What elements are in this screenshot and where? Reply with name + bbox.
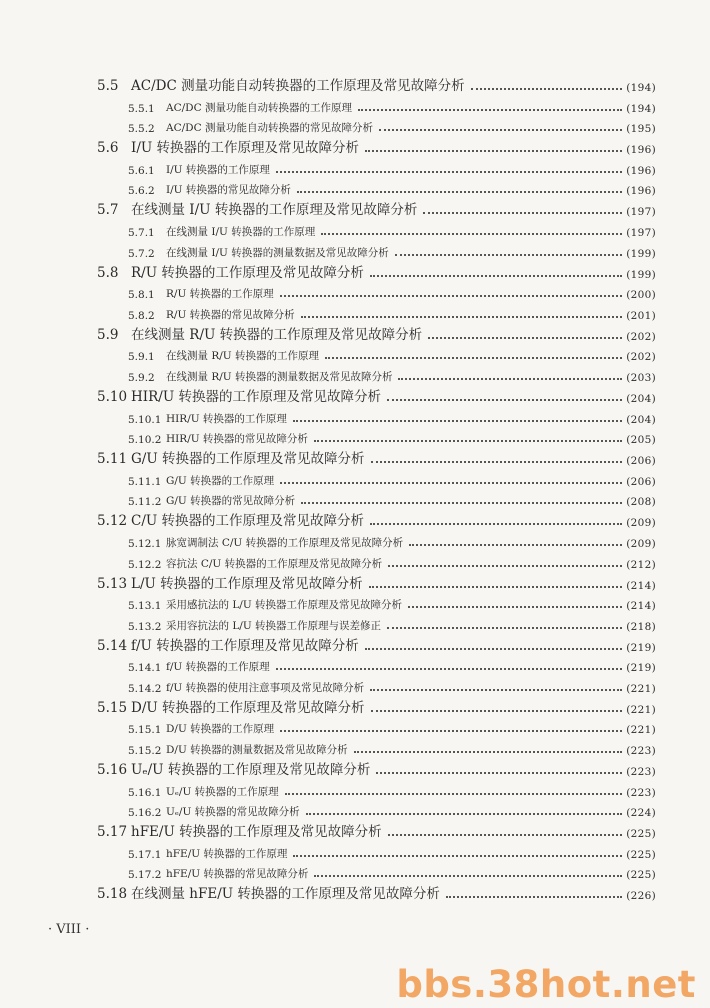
toc-section-entry[interactable] (0, 322, 710, 343)
leader-dots (370, 274, 622, 277)
leader-dots (395, 253, 623, 256)
toc-entry-number: 5.11.2 (128, 496, 162, 509)
leader-dots (293, 419, 622, 422)
toc-entry-number: 5.6 (97, 140, 119, 157)
leader-dots (280, 481, 622, 484)
toc-entry-number: 5.17.2 (128, 869, 162, 882)
toc-entry-number: 5.9 (97, 326, 119, 343)
toc-entry-title: Uₑ/U 转换器的工作原理 (166, 785, 279, 798)
toc-entry-number: 5.17.1 (128, 848, 162, 861)
toc-entry-page: (212) (626, 558, 656, 571)
toc-entry-title: Uₑ/U 转换器的工作原理及常见故障分析 (131, 762, 371, 779)
toc-entry-page: (209) (626, 537, 656, 550)
toc-entry-title: HIR/U 转换器的常见故障分析 (166, 433, 308, 446)
toc-subsection-entry[interactable] (0, 218, 710, 239)
leader-dots (365, 647, 623, 650)
toc-entry-number: 5.16 (97, 762, 128, 779)
toc-subsection-entry[interactable] (0, 654, 710, 675)
toc-entry-title: 在线测量 R/U 转换器的工作原理及常见故障分析 (131, 326, 423, 343)
toc-section-entry[interactable] (0, 881, 710, 902)
toc-entry-number: 5.11 (97, 451, 128, 468)
leader-dots (358, 108, 622, 111)
leader-dots (409, 543, 622, 546)
toc-entry-page: (223) (626, 786, 656, 799)
toc-subsection-entry[interactable] (0, 674, 710, 695)
toc-entry-title: 在线测量 R/U 转换器的工作原理 (166, 350, 319, 363)
toc-entry-page: (221) (626, 703, 656, 716)
toc-entry-number: 5.8.1 (128, 289, 155, 302)
toc-entry-page: (218) (626, 620, 656, 633)
toc-entry-page: (206) (626, 455, 656, 468)
toc-entry-page: (202) (626, 351, 656, 364)
toc-section-entry[interactable] (0, 633, 710, 654)
toc-entry-title: R/U 转换器的工作原理 (166, 288, 274, 301)
toc-entry-title: AC/DC 测量功能自动转换器的工作原理及常见故障分析 (131, 78, 465, 94)
toc-entry-number: 5.12.2 (128, 558, 162, 571)
toc-entry-number: 5.5.1 (128, 102, 155, 115)
toc-entry-number: 5.16.1 (128, 786, 162, 799)
toc-entry-number: 5.7.2 (128, 247, 155, 260)
leader-dots (423, 211, 622, 214)
toc-entry-title: 在线测量 I/U 转换器的工作原理 (166, 225, 316, 238)
toc-entry-title: I/U 转换器的工作原理及常见故障分析 (131, 140, 360, 157)
leader-dots (365, 149, 622, 152)
toc-entry-title: G/U 转换器的工作原理 (166, 474, 275, 487)
toc-entry-title: Uₑ/U 转换器的常见故障分析 (166, 806, 300, 819)
toc-subsection-entry[interactable] (0, 861, 710, 882)
toc-section-entry[interactable] (0, 446, 710, 467)
toc-entry-page: (196) (626, 164, 656, 177)
toc-subsection-entry[interactable] (0, 612, 710, 633)
toc-entry-number: 5.18 (97, 886, 128, 903)
leader-dots (379, 128, 622, 131)
toc-entry-number: 5.8 (97, 264, 119, 281)
leader-dots (471, 87, 623, 90)
toc-entry-page: (204) (626, 413, 656, 426)
leader-dots (314, 439, 622, 442)
toc-entry-page: (226) (626, 890, 656, 903)
toc-subsection-entry[interactable] (0, 343, 710, 364)
toc-entry-title: 在线测量 hFE/U 转换器的工作原理及常见故障分析 (131, 886, 440, 903)
toc-entry-number: 5.14.1 (128, 662, 162, 675)
toc-entry-title: 容抗法 C/U 转换器的工作原理及常见故障分析 (166, 557, 383, 570)
toc-entry-page: (221) (626, 724, 656, 737)
toc-entry-number: 5.11.1 (128, 475, 162, 488)
toc-entry-title: f/U 转换器的工作原理及常见故障分析 (131, 637, 359, 654)
toc-subsection-entry[interactable] (0, 301, 710, 322)
toc-entry-page: (206) (626, 475, 656, 488)
toc-entry-page: (225) (626, 828, 656, 841)
toc-entry-page: (200) (626, 289, 656, 302)
toc-entry-page: (205) (626, 434, 656, 447)
toc-entry-title: R/U 转换器的常见故障分析 (166, 308, 295, 321)
toc-subsection-entry[interactable] (0, 592, 710, 613)
toc-subsection-entry[interactable] (0, 405, 710, 426)
toc-entry-page: (219) (626, 641, 656, 654)
leader-dots (354, 750, 623, 753)
toc-entry-title: R/U 转换器的工作原理及常见故障分析 (131, 264, 364, 281)
toc-entry-number: 5.17 (97, 824, 128, 841)
toc-section-entry[interactable] (0, 73, 710, 94)
toc-entry-number: 5.7.1 (128, 226, 155, 239)
toc-entry-number: 5.13.1 (128, 600, 162, 613)
toc-entry-title: f/U 转换器的工作原理 (166, 661, 270, 674)
toc-entry-title: G/U 转换器的工作原理及常见故障分析 (131, 451, 365, 468)
toc-entry-title: 采用感抗法的 L/U 转换器工作原理及常见故障分析 (166, 599, 403, 612)
toc-entry-title: 在线测量 R/U 转换器的测量数据及常见故障分析 (166, 370, 393, 383)
toc-entry-page: (208) (626, 496, 656, 509)
toc-entry-title: HIR/U 转换器的工作原理 (166, 412, 287, 425)
toc-entry-page: (197) (626, 226, 656, 239)
toc-entry-number: 5.7 (97, 202, 119, 219)
toc-entry-page: (195) (626, 123, 656, 136)
toc-entry-number: 5.15.1 (128, 724, 162, 737)
toc-subsection-entry[interactable] (0, 363, 710, 384)
leader-dots (325, 356, 622, 359)
leader-dots (428, 336, 622, 339)
leader-dots (285, 792, 623, 795)
toc-subsection-entry[interactable] (0, 736, 710, 757)
toc-subsection-entry[interactable] (0, 177, 710, 198)
toc-subsection-entry[interactable] (0, 467, 710, 488)
toc-entry-page: (199) (626, 247, 656, 260)
toc-entry-number: 5.14 (97, 637, 128, 654)
leader-dots (387, 626, 622, 629)
leader-dots (297, 190, 622, 193)
toc-entry-page: (209) (626, 517, 656, 530)
toc-entry-page: (201) (626, 309, 656, 322)
toc-entry-title: D/U 转换器的测量数据及常见故障分析 (166, 744, 348, 757)
toc-subsection-entry[interactable] (0, 94, 710, 115)
toc-entry-title: hFE/U 转换器的工作原理 (166, 847, 288, 860)
leader-dots (370, 522, 622, 525)
toc-entry-number: 5.12.1 (128, 537, 162, 550)
leader-dots (276, 667, 623, 670)
toc-entry-number: 5.9.2 (128, 371, 155, 384)
leader-dots (370, 688, 622, 691)
leader-dots (280, 294, 623, 297)
toc-entry-page: (196) (626, 185, 656, 198)
toc-entry-number: 5.5 (97, 78, 119, 94)
toc-entry-title: I/U 转换器的工作原理 (166, 163, 270, 176)
leader-dots (388, 833, 623, 836)
toc-entry-number: 5.15 (97, 699, 128, 716)
toc-entry-page: (199) (626, 268, 656, 281)
toc-subsection-entry[interactable] (0, 281, 710, 302)
toc-entry-title: AC/DC 测量功能自动转换器的工作原理 (166, 101, 352, 114)
toc-entry-title: 在线测量 I/U 转换器的测量数据及常见故障分析 (166, 246, 389, 259)
toc-entry-title: 脉宽调制法 C/U 转换器的工作原理及常见故障分析 (166, 536, 404, 549)
toc-section-entry[interactable] (0, 260, 710, 281)
leader-dots (306, 812, 623, 815)
toc-section-entry[interactable] (0, 757, 710, 778)
toc-entry-title: hFE/U 转换器的常见故障分析 (166, 868, 309, 881)
toc-section-entry[interactable] (0, 571, 710, 592)
page-number: · VIII · (48, 922, 90, 937)
toc-entry-page: (223) (626, 766, 656, 779)
toc-entry-title: f/U 转换器的使用注意事项及常见故障分析 (166, 681, 365, 694)
toc-subsection-entry[interactable] (0, 426, 710, 447)
leader-dots (276, 170, 622, 173)
toc-subsection-entry[interactable] (0, 488, 710, 509)
toc-entry-number: 5.16.2 (128, 807, 162, 820)
toc-entry-title: HIR/U 转换器的工作原理及常见故障分析 (131, 388, 381, 405)
toc-entry-title: L/U 转换器的工作原理及常见故障分析 (131, 575, 363, 592)
toc-entry-title: D/U 转换器的工作原理及常见故障分析 (131, 699, 365, 716)
toc-subsection-entry[interactable] (0, 115, 710, 136)
toc-subsection-entry[interactable] (0, 529, 710, 550)
toc-entry-number: 5.12 (97, 513, 128, 530)
toc-section-entry[interactable] (0, 695, 710, 716)
toc-entry-number: 5.6.1 (128, 164, 155, 177)
toc-entry-title: 采用容抗法的 L/U 转换器工作原理与误差修正 (166, 619, 382, 632)
toc-entry-page: (203) (626, 371, 656, 384)
toc-subsection-entry[interactable] (0, 239, 710, 260)
leader-dots (388, 564, 622, 567)
toc-entry-page: (225) (626, 869, 656, 882)
toc-entry-title: C/U 转换器的工作原理及常见故障分析 (131, 513, 365, 530)
toc-entry-page: (194) (626, 102, 656, 115)
toc-entry-title: I/U 转换器的常见故障分析 (166, 184, 291, 197)
toc-entry-number: 5.5.2 (128, 123, 155, 136)
leader-dots (398, 377, 622, 380)
toc-entry-title: G/U 转换器的常见故障分析 (166, 495, 296, 508)
toc-entry-number: 5.6.2 (128, 185, 155, 198)
toc-entry-page: (202) (626, 330, 656, 343)
toc-subsection-entry[interactable] (0, 840, 710, 861)
leader-dots (408, 605, 622, 608)
toc-subsection-entry[interactable] (0, 799, 710, 820)
leader-dots (376, 771, 622, 774)
leader-dots (371, 460, 623, 463)
toc-entry-number: 5.13 (97, 575, 128, 592)
leader-dots (387, 398, 622, 401)
leader-dots (301, 315, 623, 318)
toc-entry-number: 5.10.1 (128, 413, 162, 426)
toc-entry-number: 5.8.2 (128, 309, 155, 322)
toc-entry-page: (204) (626, 392, 656, 405)
toc-entry-page: (225) (626, 848, 656, 861)
toc-subsection-entry[interactable] (0, 156, 710, 177)
toc-subsection-entry[interactable] (0, 716, 710, 737)
toc-section-entry[interactable] (0, 135, 710, 156)
leader-dots (301, 501, 622, 504)
toc-entry-number: 5.10.2 (128, 434, 162, 447)
toc-entry-page: (196) (626, 144, 656, 157)
leader-dots (293, 854, 622, 857)
leader-dots (371, 709, 623, 712)
toc-entry-number: 5.13.2 (128, 620, 162, 633)
watermark: bbs.38hot.net (396, 963, 696, 1006)
leader-dots (280, 729, 622, 732)
toc-entry-title: AC/DC 测量功能自动转换器的常见故障分析 (166, 122, 373, 135)
toc-subsection-entry[interactable] (0, 550, 710, 571)
toc-entry-title: 在线测量 I/U 转换器的工作原理及常见故障分析 (131, 202, 418, 219)
table-of-contents (0, 73, 710, 902)
toc-section-entry[interactable] (0, 508, 710, 529)
toc-entry-number: 5.9.1 (128, 351, 155, 364)
toc-entry-page: (214) (626, 600, 656, 613)
toc-entry-title: hFE/U 转换器的工作原理及常见故障分析 (131, 824, 382, 841)
toc-entry-page: (219) (626, 662, 656, 675)
toc-section-entry[interactable] (0, 197, 710, 218)
toc-entry-number: 5.10 (97, 388, 128, 405)
toc-section-entry[interactable] (0, 819, 710, 840)
leader-dots (446, 895, 622, 898)
toc-entry-page: (214) (626, 579, 656, 592)
toc-entry-page: (223) (626, 745, 656, 758)
toc-entry-number: 5.14.2 (128, 682, 162, 695)
toc-entry-page: (197) (626, 206, 656, 219)
leader-dots (321, 232, 622, 235)
leader-dots (314, 874, 622, 877)
toc-entry-title: D/U 转换器的工作原理 (166, 723, 275, 736)
leader-dots (369, 585, 623, 588)
toc-entry-number: 5.15.2 (128, 745, 162, 758)
toc-section-entry[interactable] (0, 384, 710, 405)
toc-subsection-entry[interactable] (0, 778, 710, 799)
toc-entry-page: (221) (626, 682, 656, 695)
toc-entry-page: (194) (626, 82, 656, 94)
toc-entry-page: (224) (626, 807, 656, 820)
